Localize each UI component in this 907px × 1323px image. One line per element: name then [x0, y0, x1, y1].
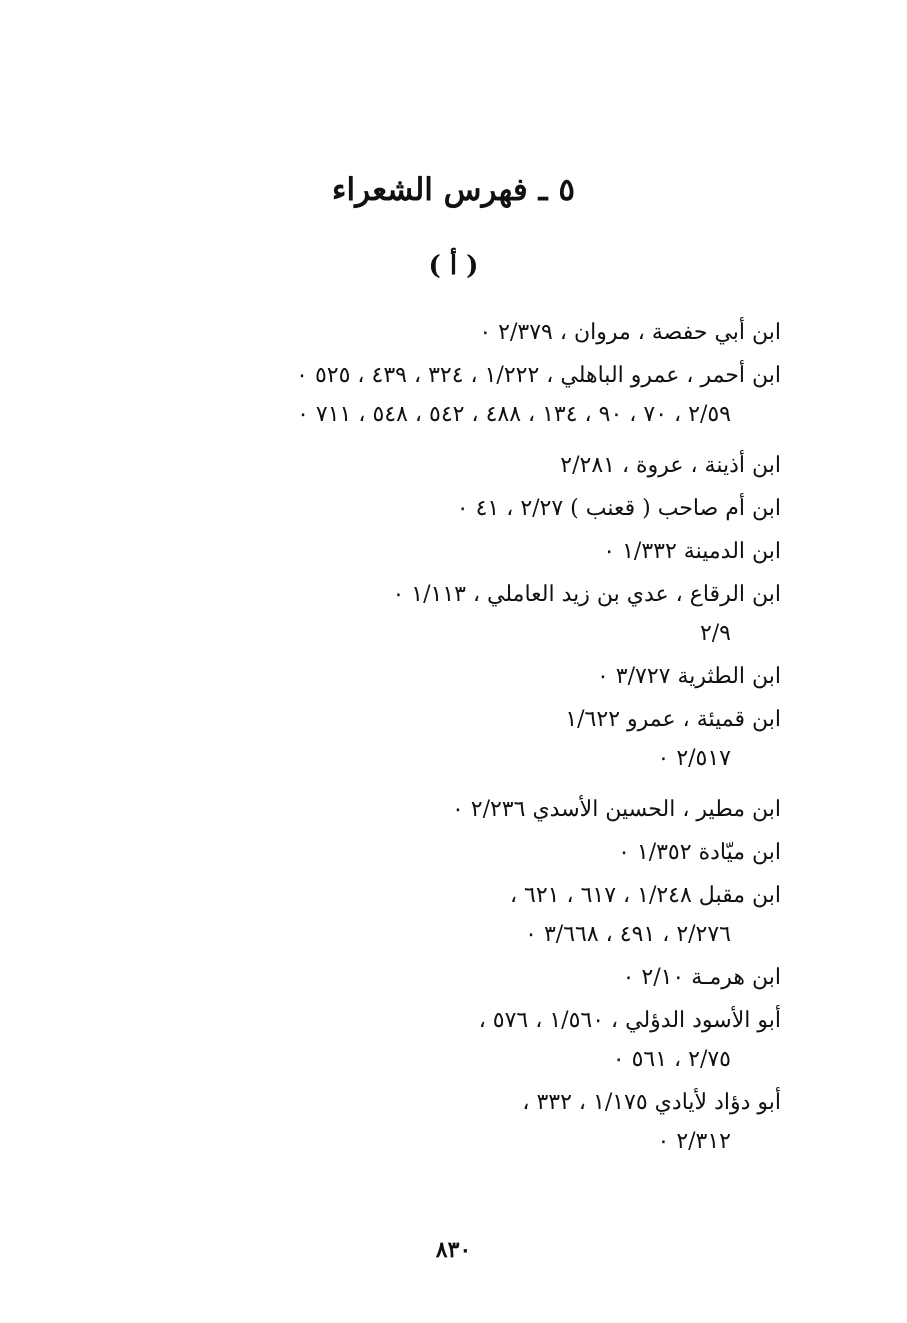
- entry-continuation-line: ٢/٥٩ ، ٧٠ ، ٩٠ ، ١٣٤ ، ٤٨٨ ، ٥٤٢ ، ٥٤٨ ، ٧١١ ٠: [297, 402, 731, 427]
- entry-line: ابن هرمـة ٢/١٠ ٠: [622, 965, 781, 990]
- index-entry: [201, 356, 781, 434]
- section-letter-heading: ( أ ): [428, 251, 479, 281]
- index-entry: [201, 958, 781, 997]
- index-entry: [201, 532, 781, 571]
- index-entry: [201, 1083, 781, 1161]
- entry-line: ابن مقبل ١/٢٤٨ ، ٦١٧ ، ٦٢١ ،: [509, 883, 781, 908]
- entry-line: أبو دؤاد لأيادي ١/١٧٥ ، ٣٣٢ ،: [522, 1090, 781, 1115]
- entry-line: ابن الرقاع ، عدي بن زيد العاملي ، ١/١١٣ ٠: [392, 582, 781, 607]
- page-number: ٨٣٠: [435, 1237, 472, 1263]
- entry-line: ابن الدمينة ١/٣٣٢ ٠: [603, 539, 781, 564]
- index-entry: [201, 446, 781, 485]
- entry-line: ابن مطير ، الحسين الأسدي ٢/٢٣٦ ٠: [451, 797, 781, 822]
- entry-continuation-line: ٢/٥١٧ ٠: [657, 746, 731, 771]
- index-entry: [201, 876, 781, 954]
- index-entry: [201, 833, 781, 872]
- entry-continuation-line: ٢/٣١٢ ٠: [657, 1129, 731, 1154]
- entry-line: ابن أحمر ، عمرو الباهلي ، ١/٢٢٢ ، ٣٢٤ ، ٤٣٩ ، ٥٢٥ ٠: [296, 363, 781, 388]
- entry-line: ابن أبي حفصة ، مروان ، ٢/٣٧٩ ٠: [479, 320, 781, 345]
- page-title: ٥ ـ فهرس الشعراء: [331, 172, 576, 208]
- index-entry: [201, 790, 781, 829]
- entry-continuation-line: ٢/٧٥ ، ٥٦١ ٠: [612, 1047, 731, 1072]
- index-entry: [201, 575, 781, 653]
- entry-line: ابن الطثرية ٣/٧٢٧ ٠: [596, 664, 781, 689]
- index-entry: [201, 657, 781, 696]
- poets-index-list: [201, 313, 781, 1165]
- entry-continuation-line: ٢/٢٧٦ ، ٤٩١ ، ٣/٦٦٨ ٠: [525, 922, 731, 947]
- entry-line: ابن أذينة ، عروة ، ٢/٢٨١: [560, 453, 781, 478]
- entry-line: ابن أم صاحب ( قعنب ) ٢/٢٧ ، ٤١ ٠: [456, 496, 781, 521]
- entry-line: أبو الأسود الدؤلي ، ١/٥٦٠ ، ٥٧٦ ،: [478, 1008, 781, 1033]
- entry-line: ابن قميئة ، عمرو ١/٦٢٢: [565, 707, 781, 732]
- index-entry: [201, 313, 781, 352]
- index-entry: [201, 1001, 781, 1079]
- index-entry: [201, 700, 781, 778]
- entry-continuation-line: ٢/٩: [699, 621, 731, 646]
- index-entry: [201, 489, 781, 528]
- entry-line: ابن ميّادة ١/٣٥٢ ٠: [618, 840, 781, 865]
